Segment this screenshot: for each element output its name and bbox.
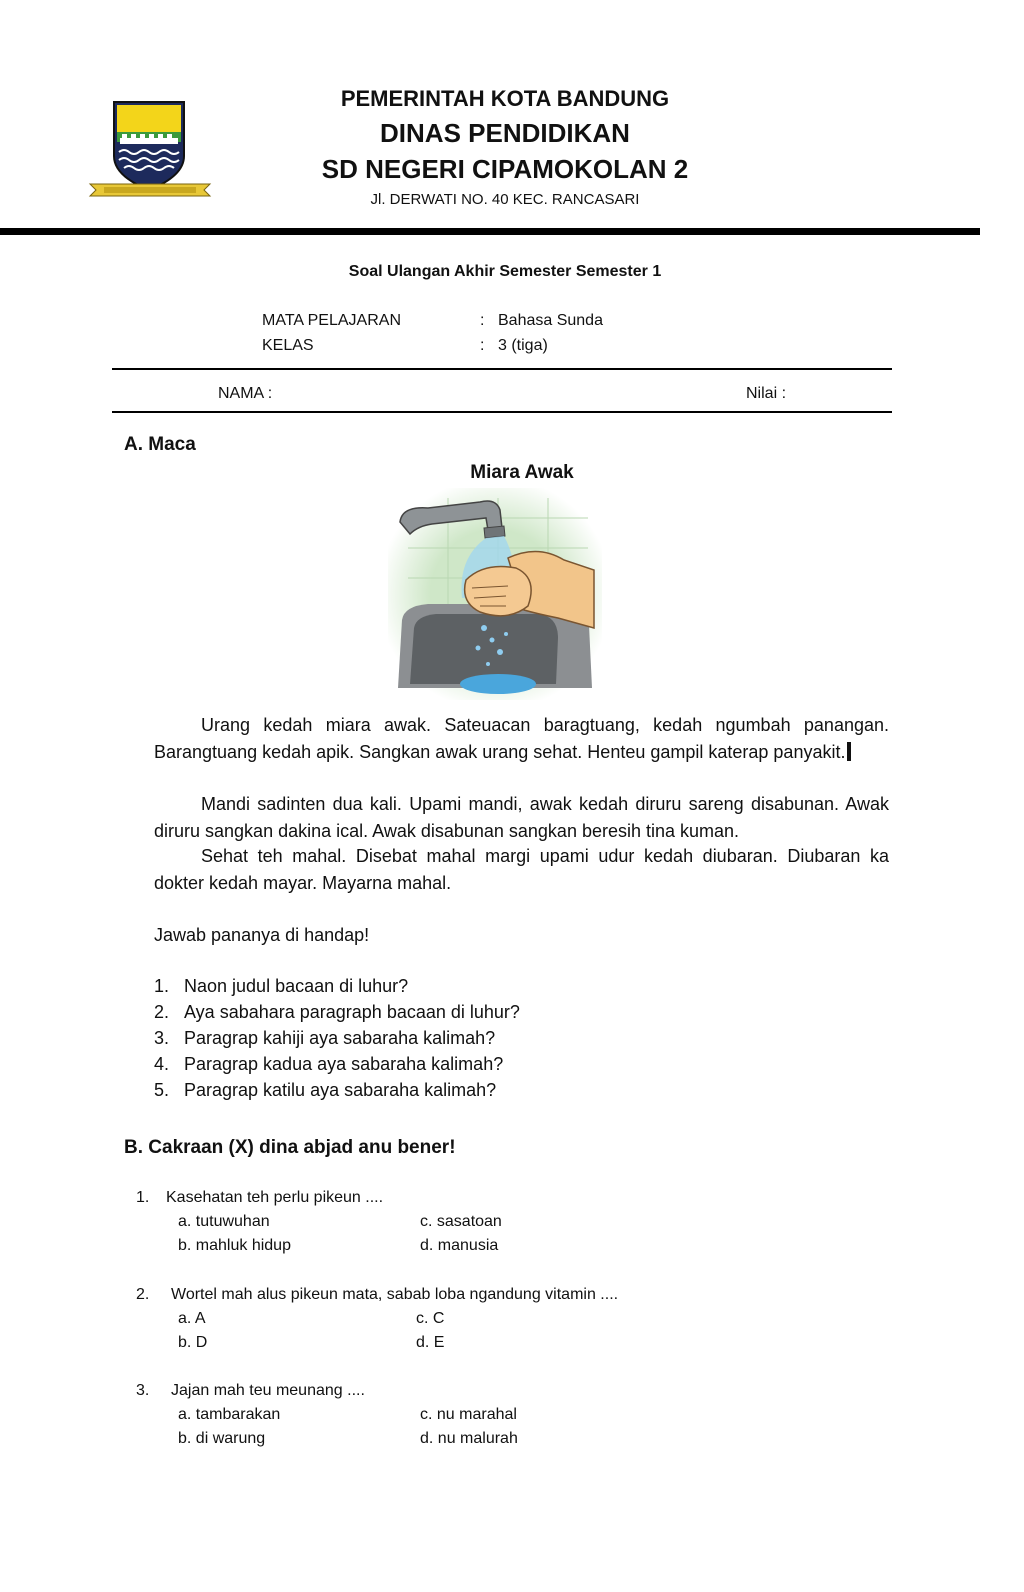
header-government: PEMERINTAH KOTA BANDUNG xyxy=(340,86,670,111)
mcq-number: 1. xyxy=(136,1189,150,1206)
mcq-option-d: d. nu malurah xyxy=(420,1430,518,1447)
mcq-option-a: a. tutuwuhan xyxy=(178,1213,270,1230)
class-value: 3 (tiga) xyxy=(498,337,548,354)
mcq-option-a: a. tambarakan xyxy=(178,1406,281,1423)
story-paragraph-3: Sehat teh mahal. Disebat mahal margi upami udur kedah diubaran. Diubaran ka dokter kedah mayar. Mayarna mahal. xyxy=(154,846,889,893)
exam-title: Soal Ulangan Akhir Semester Semester 1 xyxy=(348,263,662,280)
class-label: KELAS xyxy=(262,337,314,354)
mcq-question: Wortel mah alus pikeun mata, sabab loba ngandung vitamin .... xyxy=(171,1286,619,1303)
question-item: 2. Aya sabahara paragraph bacaan di luhur? xyxy=(154,1002,520,1022)
mcq-option-a: a. A xyxy=(178,1310,206,1327)
subject-label: MATA PELAJARAN xyxy=(262,312,401,329)
header-department: DINAS PENDIDIKAN xyxy=(380,118,630,148)
question-item: 1. Naon judul bacaan di luhur? xyxy=(154,976,409,996)
mcq-option-c: c. C xyxy=(416,1310,445,1327)
hand-washing-illustration xyxy=(388,488,602,700)
mcq-option-d: d. E xyxy=(416,1334,445,1351)
subject-colon: : xyxy=(480,312,485,329)
mcq-number: 2. xyxy=(136,1286,150,1303)
mcq-option-b: b. mahluk hidup xyxy=(178,1237,291,1254)
mcq-number: 3. xyxy=(136,1382,150,1399)
info-divider-bottom xyxy=(112,411,892,413)
mcq-question: Jajan mah teu meunang .... xyxy=(171,1382,365,1399)
name-label: NAMA : xyxy=(218,385,273,402)
mcq-option-d: d. manusia xyxy=(420,1237,499,1254)
instruction-text: Jawab pananya di handap! xyxy=(154,925,370,945)
class-colon: : xyxy=(480,337,485,354)
section-a-heading: A. Maca xyxy=(124,434,196,455)
mcq-question: Kasehatan teh perlu pikeun .... xyxy=(166,1189,384,1206)
header-school-name: SD NEGERI CIPAMOKOLAN 2 xyxy=(321,154,689,184)
score-label: Nilai : xyxy=(746,385,787,402)
bandung-coat-of-arms-icon xyxy=(88,98,212,200)
story-title: Miara Awak xyxy=(470,462,574,483)
question-item: 5. Paragrap katilu aya sabaraha kalimah? xyxy=(154,1080,497,1100)
section-b-heading: B. Cakraan (X) dina abjad anu bener! xyxy=(124,1137,456,1158)
mcq-option-c: c. sasatoan xyxy=(420,1213,502,1230)
mcq-option-c: c. nu marahal xyxy=(420,1406,517,1423)
story-paragraph-2: Mandi sadinten dua kali. Upami mandi, awak kedah diruru sareng disabunan. Awak diruru sangkan dakina ical. Awak disabunan sangkan beresih tina kuman. xyxy=(154,794,889,841)
question-item: 4. Paragrap kadua aya sabaraha kalimah? xyxy=(154,1054,504,1074)
story-paragraph-1: Urang kedah miara awak. Sateuacan baragtuang, kedah ngumbah panangan. Barangtuang kedah apik. Sangkan awak urang sehat. Henteu gampil katerap panyakit. xyxy=(154,715,889,762)
info-divider-top xyxy=(112,368,892,370)
subject-value: Bahasa Sunda xyxy=(498,312,603,329)
header-divider xyxy=(0,228,980,235)
mcq-option-b: b. D xyxy=(178,1334,208,1351)
mcq-option-b: b. di warung xyxy=(178,1430,266,1447)
header-address: Jl. DERWATI NO. 40 KEC. RANCASARI xyxy=(370,191,640,208)
text-cursor xyxy=(847,742,851,761)
question-item: 3. Paragrap kahiji aya sabaraha kalimah? xyxy=(154,1028,496,1048)
